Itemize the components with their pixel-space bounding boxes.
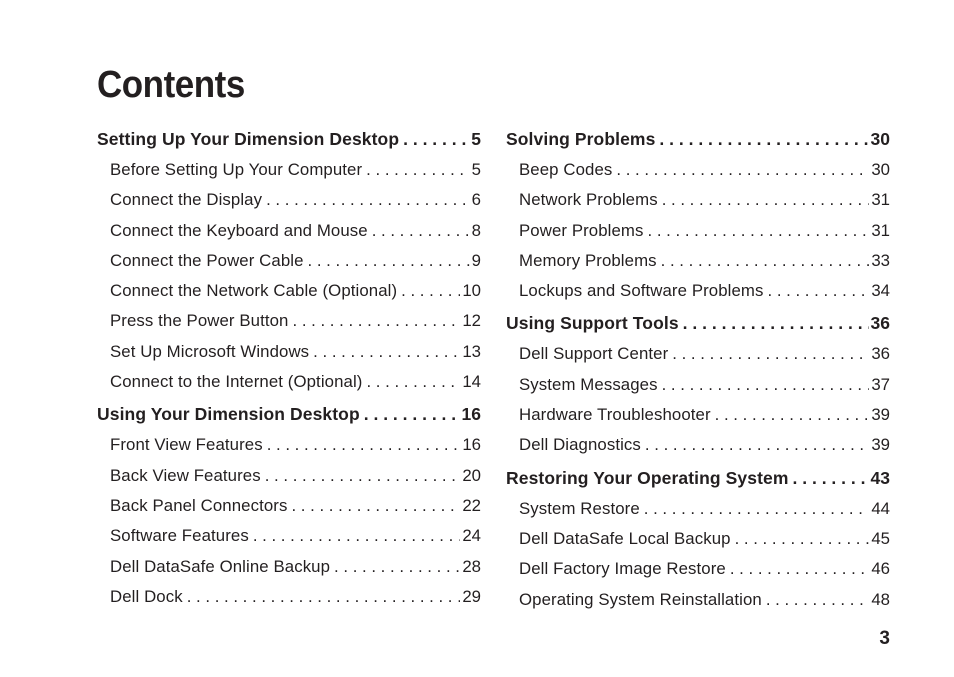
toc-right-column — [506, 124, 890, 615]
toc-entry-label: Restoring Your Operating System — [506, 467, 789, 488]
toc-entry-label: Beep Codes — [519, 160, 613, 179]
toc-entry-label: System Messages — [519, 374, 658, 394]
dot-leader — [334, 552, 460, 582]
toc-entry-label: Software Features — [110, 526, 249, 546]
toc-item-entry[interactable] — [506, 155, 890, 185]
dot-leader — [616, 155, 869, 185]
toc-item-entry[interactable] — [97, 185, 481, 215]
toc-entry-page: 30 — [871, 160, 890, 179]
dot-leader — [648, 216, 870, 246]
toc-section-entry[interactable] — [506, 463, 890, 494]
dot-leader — [661, 246, 870, 276]
toc-section-entry[interactable] — [97, 124, 481, 155]
dot-leader — [662, 185, 870, 215]
dot-leader — [187, 582, 461, 612]
dot-leader — [313, 337, 460, 367]
toc-entry-label: Connect the Network Cable (Optional) — [110, 281, 398, 301]
toc-entry-label: Set Up Microsoft Windows — [110, 341, 310, 361]
toc-item-entry[interactable] — [506, 370, 890, 400]
toc-entry-page: 24 — [462, 526, 481, 546]
toc-entry-label: Front View Features — [110, 435, 263, 455]
toc-item-entry[interactable] — [97, 430, 481, 460]
toc-entry-label: Hardware Troubleshooter — [519, 405, 711, 425]
dot-leader — [715, 400, 870, 430]
toc-item-entry[interactable] — [97, 216, 481, 246]
toc-entry-page: 46 — [871, 559, 890, 579]
dot-leader — [672, 339, 869, 369]
toc-entry-page: 8 — [471, 220, 481, 240]
dot-leader — [293, 306, 461, 336]
toc-entry-label: Solving Problems — [506, 129, 656, 149]
toc-item-entry[interactable] — [97, 276, 481, 306]
dot-leader — [644, 494, 870, 524]
toc-section-entry[interactable] — [506, 124, 890, 155]
toc-item-entry[interactable] — [506, 400, 890, 430]
toc-left-column — [97, 124, 481, 612]
toc-entry-page: 12 — [462, 311, 481, 331]
dot-leader — [683, 308, 869, 339]
toc-item-entry[interactable] — [97, 521, 481, 551]
toc-item-entry[interactable] — [97, 491, 481, 521]
toc-entry-label: Connect to the Internet (Optional) — [110, 372, 363, 392]
toc-item-entry[interactable] — [97, 461, 481, 491]
toc-item-entry[interactable] — [97, 246, 481, 276]
dot-leader — [308, 246, 470, 276]
dot-leader — [253, 521, 461, 551]
dot-leader — [372, 216, 470, 246]
toc-entry-label: Before Setting Up Your Computer — [110, 160, 363, 179]
toc-entry-page: 39 — [871, 405, 890, 425]
toc-entry-page: 30 — [870, 129, 890, 149]
toc-entry-page: 31 — [871, 190, 890, 210]
dot-leader — [735, 524, 870, 554]
toc-entry-page: 5 — [471, 160, 481, 179]
toc-entry-page: 43 — [870, 467, 890, 488]
toc-entry-page: 5 — [471, 129, 481, 149]
toc-entry-page: 48 — [871, 589, 890, 609]
toc-entry-label: Dell Support Center — [519, 344, 669, 364]
toc-entry-label: Power Problems — [519, 220, 644, 240]
toc-entry-page: 37 — [871, 374, 890, 394]
toc-entry-page: 45 — [871, 528, 890, 548]
toc-entry-label: Dell DataSafe Local Backup — [519, 528, 731, 548]
toc-entry-label: Connect the Display — [110, 190, 263, 210]
toc-entry-page: 20 — [462, 465, 481, 485]
toc-item-entry[interactable] — [506, 276, 890, 306]
dot-leader — [645, 430, 869, 460]
toc-item-entry[interactable] — [506, 185, 890, 215]
toc-entry-page: 9 — [471, 250, 481, 270]
toc-entry-label: Press the Power Button — [110, 311, 289, 331]
toc-item-entry[interactable] — [506, 554, 890, 584]
toc-item-entry[interactable] — [97, 337, 481, 367]
toc-item-entry[interactable] — [97, 582, 481, 612]
toc-entry-page: 44 — [871, 498, 890, 518]
toc-item-entry[interactable] — [97, 306, 481, 336]
toc-entry-page: 36 — [871, 344, 890, 364]
toc-entry-page: 28 — [462, 556, 481, 576]
dot-leader — [265, 461, 461, 491]
toc-entry-label: Network Problems — [519, 190, 658, 210]
toc-entry-label: System Restore — [519, 498, 640, 518]
toc-entry-label: Back Panel Connectors — [110, 495, 288, 515]
dot-leader — [403, 124, 469, 155]
toc-item-entry[interactable] — [97, 552, 481, 582]
toc-entry-label: Lockups and Software Problems — [519, 281, 764, 301]
dot-leader — [267, 430, 461, 460]
toc-item-entry[interactable] — [506, 246, 890, 276]
toc-entry-label: Setting Up Your Dimension Desktop — [97, 129, 400, 149]
toc-entry-page: 29 — [462, 586, 481, 606]
dot-leader — [662, 370, 870, 400]
toc-entry-label: Dell Diagnostics — [519, 435, 641, 455]
toc-entry-label: Dell Dock — [110, 586, 183, 606]
toc-entry-page: 34 — [871, 281, 890, 301]
toc-entry-page: 16 — [462, 435, 481, 455]
toc-entry-label: Memory Problems — [519, 250, 657, 270]
toc-entry-page: 31 — [871, 220, 890, 240]
dot-leader — [266, 185, 470, 215]
dot-leader — [366, 367, 460, 397]
toc-entry-label: Operating System Reinstallation — [519, 589, 762, 609]
toc-entry-page: 14 — [462, 372, 481, 392]
toc-item-entry[interactable] — [97, 367, 481, 397]
toc-entry-page: 36 — [870, 313, 890, 334]
toc-entry-label: Connect the Power Cable — [110, 250, 304, 270]
toc-entry-label: Back View Features — [110, 465, 261, 485]
dot-leader — [401, 276, 460, 306]
dot-leader — [364, 399, 460, 430]
dot-leader — [366, 155, 469, 185]
page-number: 3 — [879, 628, 890, 649]
toc-item-entry[interactable] — [506, 494, 890, 524]
toc-entry-page: 39 — [871, 435, 890, 455]
toc-item-entry[interactable] — [506, 585, 890, 615]
toc-entry-page: 16 — [461, 404, 481, 425]
toc-item-entry[interactable] — [506, 339, 890, 369]
toc-section-entry[interactable] — [97, 399, 481, 430]
toc-entry-label: Dell DataSafe Online Backup — [110, 556, 331, 576]
toc-entry-page: 10 — [462, 281, 481, 301]
dot-leader — [793, 463, 869, 494]
toc-item-entry[interactable] — [506, 216, 890, 246]
toc-item-entry[interactable] — [97, 155, 481, 185]
dot-leader — [766, 585, 870, 615]
toc-entry-label: Using Your Dimension Desktop — [97, 404, 360, 425]
toc-item-entry[interactable] — [506, 524, 890, 554]
dot-leader — [291, 491, 460, 521]
toc-item-entry[interactable] — [506, 430, 890, 460]
dot-leader — [768, 276, 870, 306]
toc-entry-label: Using Support Tools — [506, 313, 679, 334]
page-title: Contents — [97, 64, 245, 106]
toc-entry-page: 33 — [871, 250, 890, 270]
dot-leader — [659, 124, 868, 155]
toc-section-entry[interactable] — [506, 308, 890, 339]
toc-entry-page: 13 — [462, 341, 481, 361]
toc-entry-page: 22 — [462, 495, 481, 515]
toc-entry-label: Dell Factory Image Restore — [519, 559, 726, 579]
dot-leader — [730, 554, 869, 584]
toc-entry-page: 6 — [471, 190, 481, 210]
toc-entry-label: Connect the Keyboard and Mouse — [110, 220, 368, 240]
